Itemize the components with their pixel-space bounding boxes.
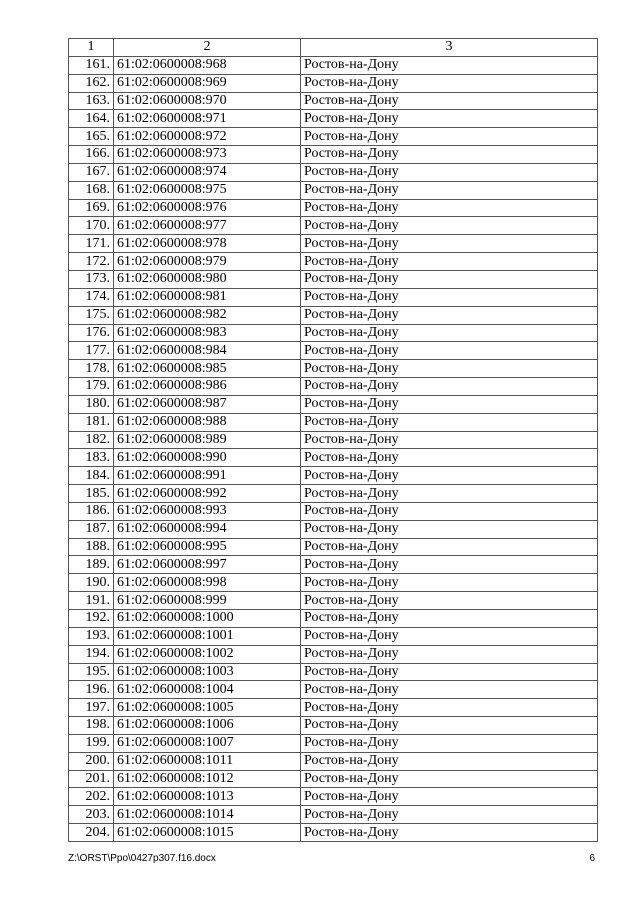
table-row [69,663,598,681]
location-cell: Ростов-на-Дону [301,288,598,306]
table-row [69,163,598,181]
row-number-cell: 183. [69,449,114,467]
cadastral-number-cell: 61:02:0600008:981 [114,288,301,306]
location-cell: Ростов-на-Дону [301,199,598,217]
cadastral-number-cell: 61:02:0600008:993 [114,502,301,520]
footer-page-number: 6 [589,853,595,864]
cadastral-number-cell: 61:02:0600008:995 [114,538,301,556]
page-footer [68,852,597,866]
cadastral-number-cell: 61:02:0600008:979 [114,253,301,271]
cadastral-number-cell: 61:02:0600008:973 [114,146,301,164]
cadastral-number-cell: 61:02:0600008:985 [114,360,301,378]
cadastral-number-cell: 61:02:0600008:986 [114,378,301,396]
cadastral-number-cell: 61:02:0600008:997 [114,556,301,574]
location-cell: Ростов-на-Дону [301,217,598,235]
location-cell: Ростов-на-Дону [301,663,598,681]
cadastral-table [68,38,598,842]
row-number-cell: 164. [69,110,114,128]
table-row [69,502,598,520]
table-row [69,92,598,110]
row-number-cell: 176. [69,324,114,342]
location-cell: Ростов-на-Дону [301,413,598,431]
location-cell: Ростов-на-Дону [301,342,598,360]
location-cell: Ростов-на-Дону [301,502,598,520]
table-row [69,217,598,235]
row-number-cell: 163. [69,92,114,110]
table-row [69,788,598,806]
location-cell: Ростов-на-Дону [301,788,598,806]
row-number-cell: 165. [69,128,114,146]
location-cell: Ростов-на-Дону [301,378,598,396]
location-cell: Ростов-на-Дону [301,56,598,74]
cadastral-number-cell: 61:02:0600008:975 [114,181,301,199]
cadastral-number-cell: 61:02:0600008:999 [114,592,301,610]
row-number-cell: 194. [69,645,114,663]
row-number-cell: 202. [69,788,114,806]
row-number-cell: 184. [69,467,114,485]
row-number-cell: 191. [69,592,114,610]
row-number-cell: 173. [69,270,114,288]
cadastral-number-cell: 61:02:0600008:972 [114,128,301,146]
cadastral-number-cell: 61:02:0600008:1014 [114,806,301,824]
location-cell: Ростов-на-Дону [301,681,598,699]
table-row [69,413,598,431]
table-row [69,806,598,824]
cadastral-number-cell: 61:02:0600008:1012 [114,770,301,788]
row-number-cell: 168. [69,181,114,199]
row-number-cell: 181. [69,413,114,431]
table-row [69,770,598,788]
row-number-cell: 193. [69,627,114,645]
row-number-cell: 182. [69,431,114,449]
cadastral-number-cell: 61:02:0600008:989 [114,431,301,449]
location-cell: Ростов-на-Дону [301,395,598,413]
table-row [69,306,598,324]
location-cell: Ростов-на-Дону [301,360,598,378]
location-cell: Ростов-на-Дону [301,574,598,592]
cadastral-number-cell: 61:02:0600008:968 [114,56,301,74]
row-number-cell: 200. [69,752,114,770]
cadastral-number-cell: 61:02:0600008:1007 [114,734,301,752]
table-header-row [69,39,598,57]
row-number-cell: 197. [69,699,114,717]
table-row [69,592,598,610]
row-number-cell: 201. [69,770,114,788]
cadastral-number-cell: 61:02:0600008:1006 [114,717,301,735]
row-number-cell: 204. [69,824,114,842]
location-cell: Ростов-на-Дону [301,467,598,485]
table-body [69,39,598,842]
table-row [69,431,598,449]
cadastral-number-cell: 61:02:0600008:974 [114,163,301,181]
table-row [69,395,598,413]
location-cell: Ростов-на-Дону [301,610,598,628]
cadastral-number-cell: 61:02:0600008:1001 [114,627,301,645]
table-row [69,56,598,74]
cadastral-number-cell: 61:02:0600008:987 [114,395,301,413]
row-number-cell: 203. [69,806,114,824]
row-number-cell: 186. [69,502,114,520]
column-header-location: 3 [301,39,598,57]
location-cell: Ростов-на-Дону [301,520,598,538]
table-row [69,734,598,752]
row-number-cell: 171. [69,235,114,253]
table-row [69,253,598,271]
cadastral-number-cell: 61:02:0600008:978 [114,235,301,253]
cadastral-number-cell: 61:02:0600008:977 [114,217,301,235]
cadastral-number-cell: 61:02:0600008:976 [114,199,301,217]
table-row [69,110,598,128]
column-header-cadastral: 2 [114,39,301,57]
location-cell: Ростов-на-Дону [301,645,598,663]
table-row [69,378,598,396]
cadastral-number-cell: 61:02:0600008:988 [114,413,301,431]
row-number-cell: 195. [69,663,114,681]
location-cell: Ростов-на-Дону [301,824,598,842]
location-cell: Ростов-на-Дону [301,306,598,324]
row-number-cell: 199. [69,734,114,752]
row-number-cell: 166. [69,146,114,164]
location-cell: Ростов-на-Дону [301,181,598,199]
location-cell: Ростов-на-Дону [301,485,598,503]
location-cell: Ростов-на-Дону [301,770,598,788]
location-cell: Ростов-на-Дону [301,235,598,253]
cadastral-number-cell: 61:02:0600008:1002 [114,645,301,663]
location-cell: Ростов-на-Дону [301,752,598,770]
column-header-number: 1 [69,39,114,57]
location-cell: Ростов-на-Дону [301,449,598,467]
row-number-cell: 188. [69,538,114,556]
row-number-cell: 161. [69,56,114,74]
cadastral-number-cell: 61:02:0600008:1004 [114,681,301,699]
cadastral-number-cell: 61:02:0600008:1003 [114,663,301,681]
cadastral-number-cell: 61:02:0600008:1000 [114,610,301,628]
location-cell: Ростов-на-Дону [301,627,598,645]
row-number-cell: 172. [69,253,114,271]
location-cell: Ростов-на-Дону [301,538,598,556]
location-cell: Ростов-на-Дону [301,128,598,146]
table-row [69,199,598,217]
cadastral-number-cell: 61:02:0600008:1005 [114,699,301,717]
table-row [69,538,598,556]
location-cell: Ростов-на-Дону [301,146,598,164]
cadastral-number-cell: 61:02:0600008:983 [114,324,301,342]
cadastral-number-cell: 61:02:0600008:1013 [114,788,301,806]
table-row [69,74,598,92]
footer-file-path: Z:\ORST\Ppo\0427p307.f16.docx [68,853,216,864]
cadastral-number-cell: 61:02:0600008:1015 [114,824,301,842]
table-row [69,520,598,538]
row-number-cell: 187. [69,520,114,538]
table-row [69,485,598,503]
cadastral-number-cell: 61:02:0600008:991 [114,467,301,485]
location-cell: Ростов-на-Дону [301,74,598,92]
location-cell: Ростов-на-Дону [301,270,598,288]
table-row [69,556,598,574]
row-number-cell: 175. [69,306,114,324]
table-row [69,146,598,164]
cadastral-number-cell: 61:02:0600008:984 [114,342,301,360]
location-cell: Ростов-на-Дону [301,592,598,610]
table-row [69,681,598,699]
table-row [69,467,598,485]
row-number-cell: 198. [69,717,114,735]
location-cell: Ростов-на-Дону [301,253,598,271]
row-number-cell: 162. [69,74,114,92]
cadastral-number-cell: 61:02:0600008:970 [114,92,301,110]
location-cell: Ростов-на-Дону [301,806,598,824]
row-number-cell: 196. [69,681,114,699]
cadastral-number-cell: 61:02:0600008:998 [114,574,301,592]
table-row [69,699,598,717]
cadastral-number-cell: 61:02:0600008:994 [114,520,301,538]
row-number-cell: 170. [69,217,114,235]
table-row [69,449,598,467]
location-cell: Ростов-на-Дону [301,734,598,752]
row-number-cell: 177. [69,342,114,360]
table-row [69,752,598,770]
table-row [69,610,598,628]
location-cell: Ростов-на-Дону [301,431,598,449]
cadastral-number-cell: 61:02:0600008:969 [114,74,301,92]
cadastral-number-cell: 61:02:0600008:992 [114,485,301,503]
location-cell: Ростов-на-Дону [301,92,598,110]
cadastral-number-cell: 61:02:0600008:980 [114,270,301,288]
row-number-cell: 189. [69,556,114,574]
table-row [69,824,598,842]
table-row [69,181,598,199]
table-row [69,627,598,645]
cadastral-number-cell: 61:02:0600008:971 [114,110,301,128]
cadastral-number-cell: 61:02:0600008:982 [114,306,301,324]
table-row [69,128,598,146]
row-number-cell: 192. [69,610,114,628]
row-number-cell: 179. [69,378,114,396]
table-row [69,288,598,306]
location-cell: Ростов-на-Дону [301,556,598,574]
table-row [69,360,598,378]
row-number-cell: 190. [69,574,114,592]
location-cell: Ростов-на-Дону [301,110,598,128]
table-row [69,270,598,288]
table-row [69,342,598,360]
table-row [69,235,598,253]
row-number-cell: 174. [69,288,114,306]
row-number-cell: 180. [69,395,114,413]
row-number-cell: 185. [69,485,114,503]
row-number-cell: 167. [69,163,114,181]
table-row [69,574,598,592]
cadastral-number-cell: 61:02:0600008:1011 [114,752,301,770]
table-row [69,717,598,735]
cadastral-number-cell: 61:02:0600008:990 [114,449,301,467]
row-number-cell: 169. [69,199,114,217]
table-row [69,645,598,663]
location-cell: Ростов-на-Дону [301,699,598,717]
location-cell: Ростов-на-Дону [301,163,598,181]
location-cell: Ростов-на-Дону [301,717,598,735]
location-cell: Ростов-на-Дону [301,324,598,342]
table-row [69,324,598,342]
row-number-cell: 178. [69,360,114,378]
